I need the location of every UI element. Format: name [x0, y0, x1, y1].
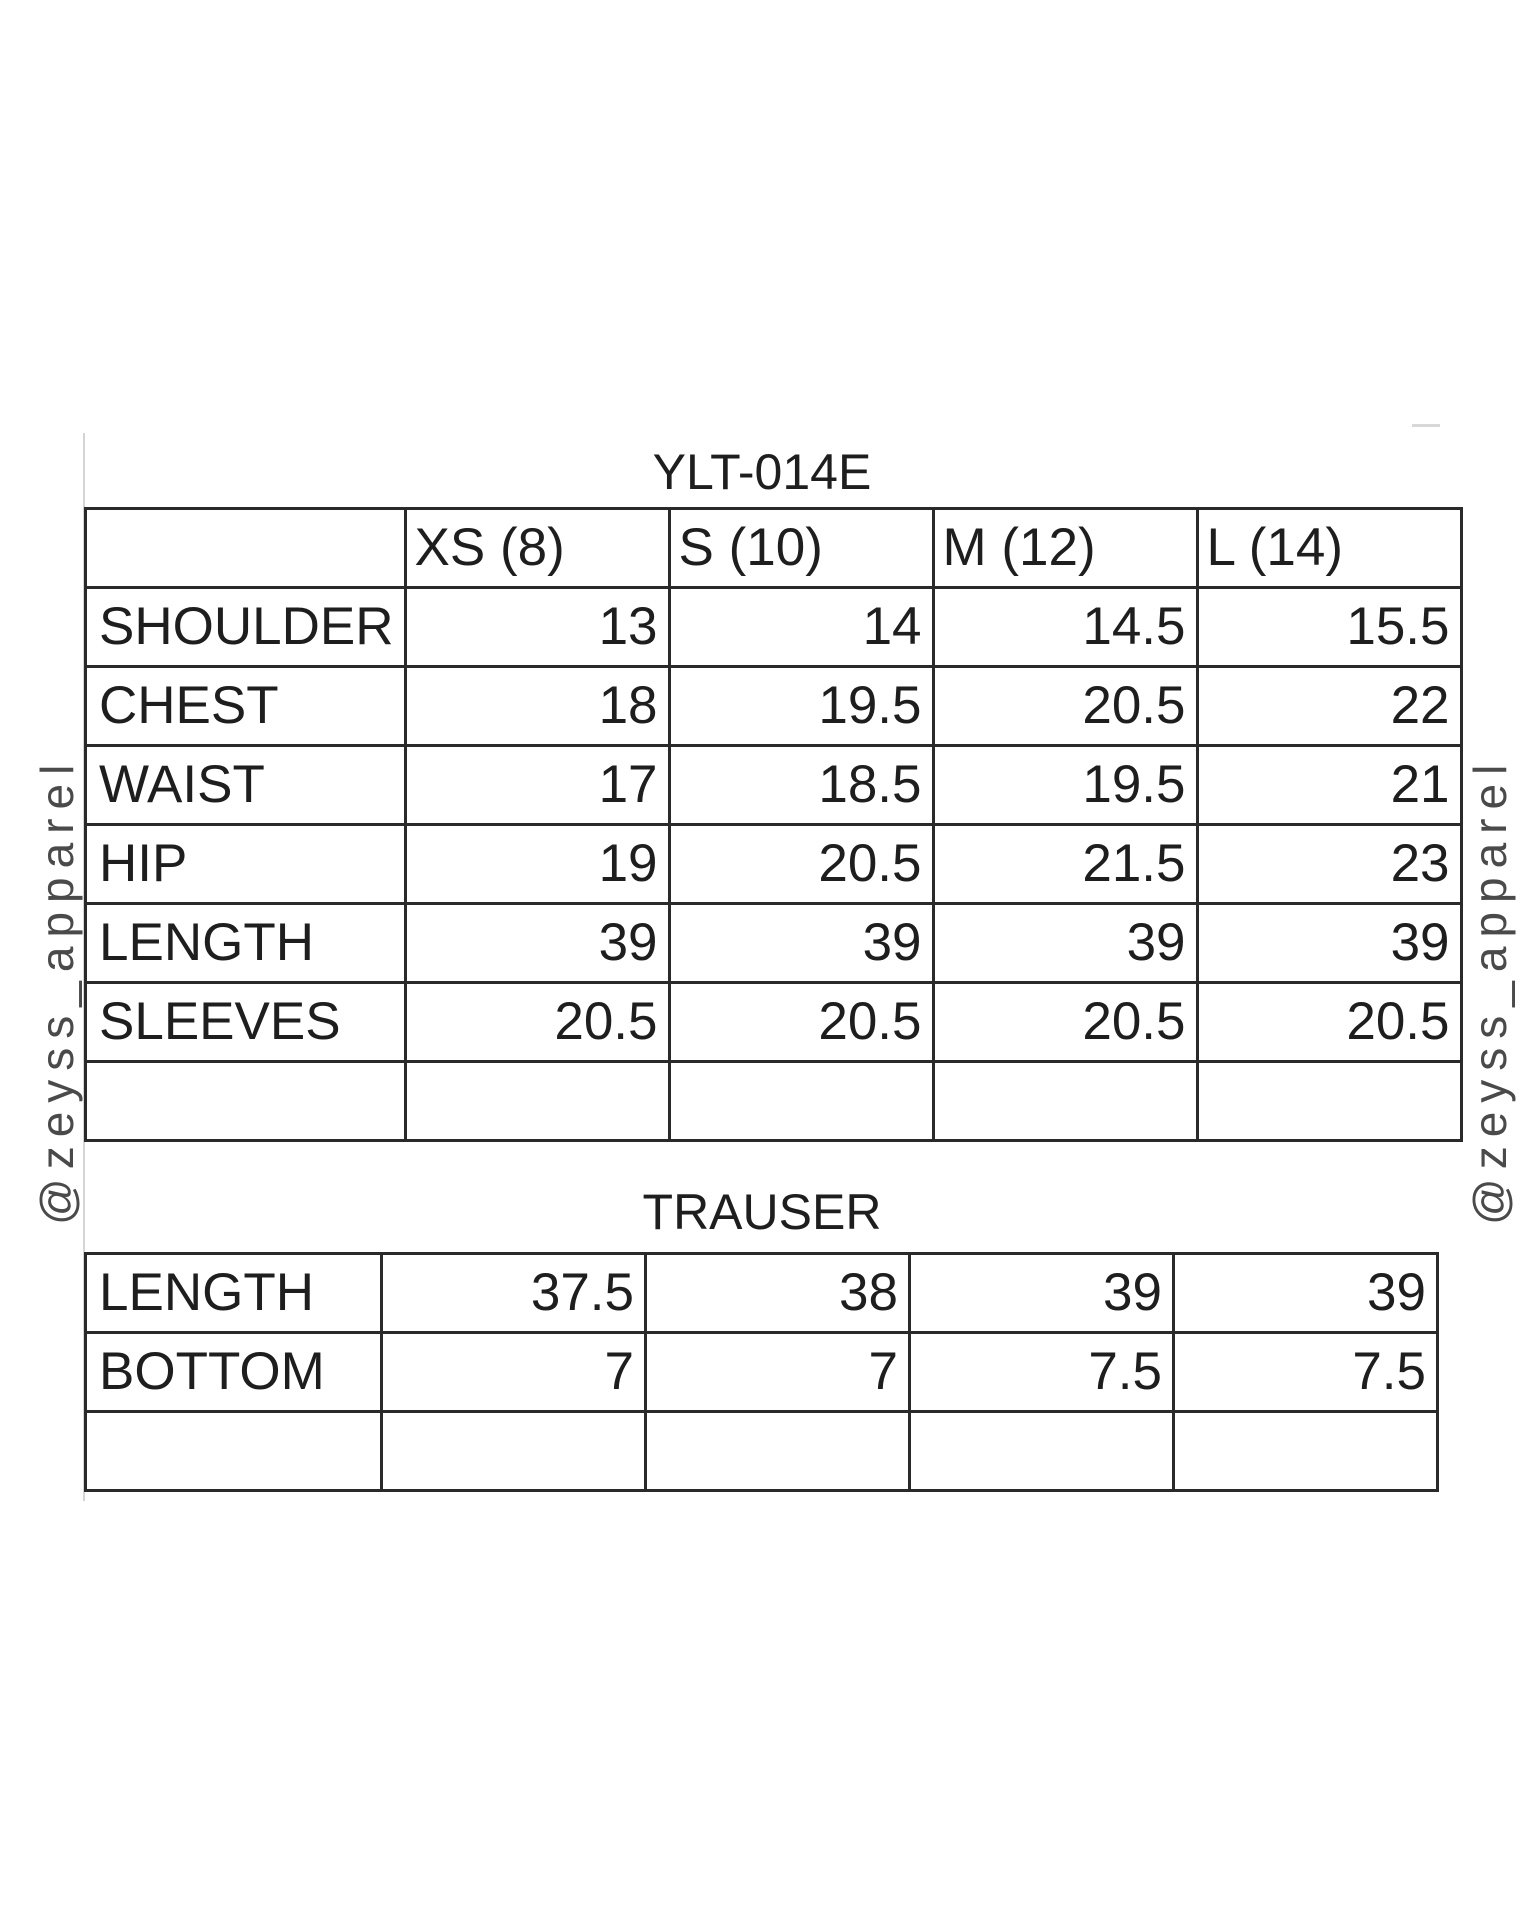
- header-corner-cell: [86, 509, 406, 588]
- measurement-value: 20.5: [669, 825, 933, 904]
- table-row: [86, 667, 1462, 746]
- measurement-value: 7.5: [1174, 1333, 1438, 1412]
- measurement-value: 17: [405, 746, 669, 825]
- measurement-value: 19.5: [669, 667, 933, 746]
- measurement-value: 7: [646, 1333, 910, 1412]
- measurement-value: [933, 1062, 1197, 1141]
- measurement-value: [1174, 1412, 1438, 1491]
- size-header-row: [86, 509, 1462, 588]
- measurement-value: 22: [1197, 667, 1461, 746]
- measurement-value: 20.5: [405, 983, 669, 1062]
- measurement-value: 39: [1197, 904, 1461, 983]
- watermark-right: @zeyss_apparel: [1464, 755, 1516, 1225]
- measurement-value: 21.5: [933, 825, 1197, 904]
- table-row: [86, 825, 1462, 904]
- measurement-value: 39: [669, 904, 933, 983]
- measurement-value: 19.5: [933, 746, 1197, 825]
- measurement-value: 39: [405, 904, 669, 983]
- measurement-value: 13: [405, 588, 669, 667]
- measurement-label: SHOULDER: [86, 588, 406, 667]
- measurement-value: 7: [382, 1333, 646, 1412]
- measurement-label: LENGTH: [86, 1254, 382, 1333]
- table-row: [86, 1062, 1462, 1141]
- chart-title: YLT-014E: [652, 444, 872, 500]
- measurement-value: [382, 1412, 646, 1491]
- measurement-value: 18.5: [669, 746, 933, 825]
- measurement-value: 20.5: [933, 667, 1197, 746]
- measurement-value: [669, 1062, 933, 1141]
- measurement-value: 14: [669, 588, 933, 667]
- top-size-table: [84, 507, 1463, 1142]
- trouser-size-table: [84, 1252, 1439, 1492]
- header-size-m: M (12): [933, 509, 1197, 588]
- measurement-value: 39: [910, 1254, 1174, 1333]
- table-row: [86, 588, 1462, 667]
- measurement-value: [1197, 1062, 1461, 1141]
- measurement-value: 7.5: [910, 1333, 1174, 1412]
- measurement-value: 14.5: [933, 588, 1197, 667]
- header-size-l: L (14): [1197, 509, 1461, 588]
- measurement-value: 38: [646, 1254, 910, 1333]
- measurement-value: [405, 1062, 669, 1141]
- measurement-value: 37.5: [382, 1254, 646, 1333]
- measurement-value: 18: [405, 667, 669, 746]
- table-row: [86, 904, 1462, 983]
- measurement-value: 39: [1174, 1254, 1438, 1333]
- measurement-value: 15.5: [1197, 588, 1461, 667]
- measurement-label: BOTTOM: [86, 1333, 382, 1412]
- measurement-value: 39: [933, 904, 1197, 983]
- table-row: [86, 746, 1462, 825]
- measurement-label: CHEST: [86, 667, 406, 746]
- header-size-xs: XS (8): [405, 509, 669, 588]
- header-size-s: S (10): [669, 509, 933, 588]
- measurement-label: LENGTH: [86, 904, 406, 983]
- table-row: [86, 983, 1462, 1062]
- measurement-value: 23: [1197, 825, 1461, 904]
- table-row: [86, 1333, 1438, 1412]
- table-row: [86, 1254, 1438, 1333]
- measurement-label: [86, 1412, 382, 1491]
- table-row: [86, 1412, 1438, 1491]
- sheet-corner-mark: [1412, 424, 1440, 427]
- measurement-label: SLEEVES: [86, 983, 406, 1062]
- measurement-value: 19: [405, 825, 669, 904]
- measurement-value: 20.5: [933, 983, 1197, 1062]
- measurement-value: [646, 1412, 910, 1491]
- measurement-value: 21: [1197, 746, 1461, 825]
- measurement-label: WAIST: [86, 746, 406, 825]
- measurement-value: [910, 1412, 1174, 1491]
- measurement-label: HIP: [86, 825, 406, 904]
- trouser-section-title: TRAUSER: [642, 1184, 882, 1240]
- measurement-value: 20.5: [669, 983, 933, 1062]
- watermark-left: @zeyss_apparel: [31, 755, 83, 1225]
- measurement-value: 20.5: [1197, 983, 1461, 1062]
- measurement-label: [86, 1062, 406, 1141]
